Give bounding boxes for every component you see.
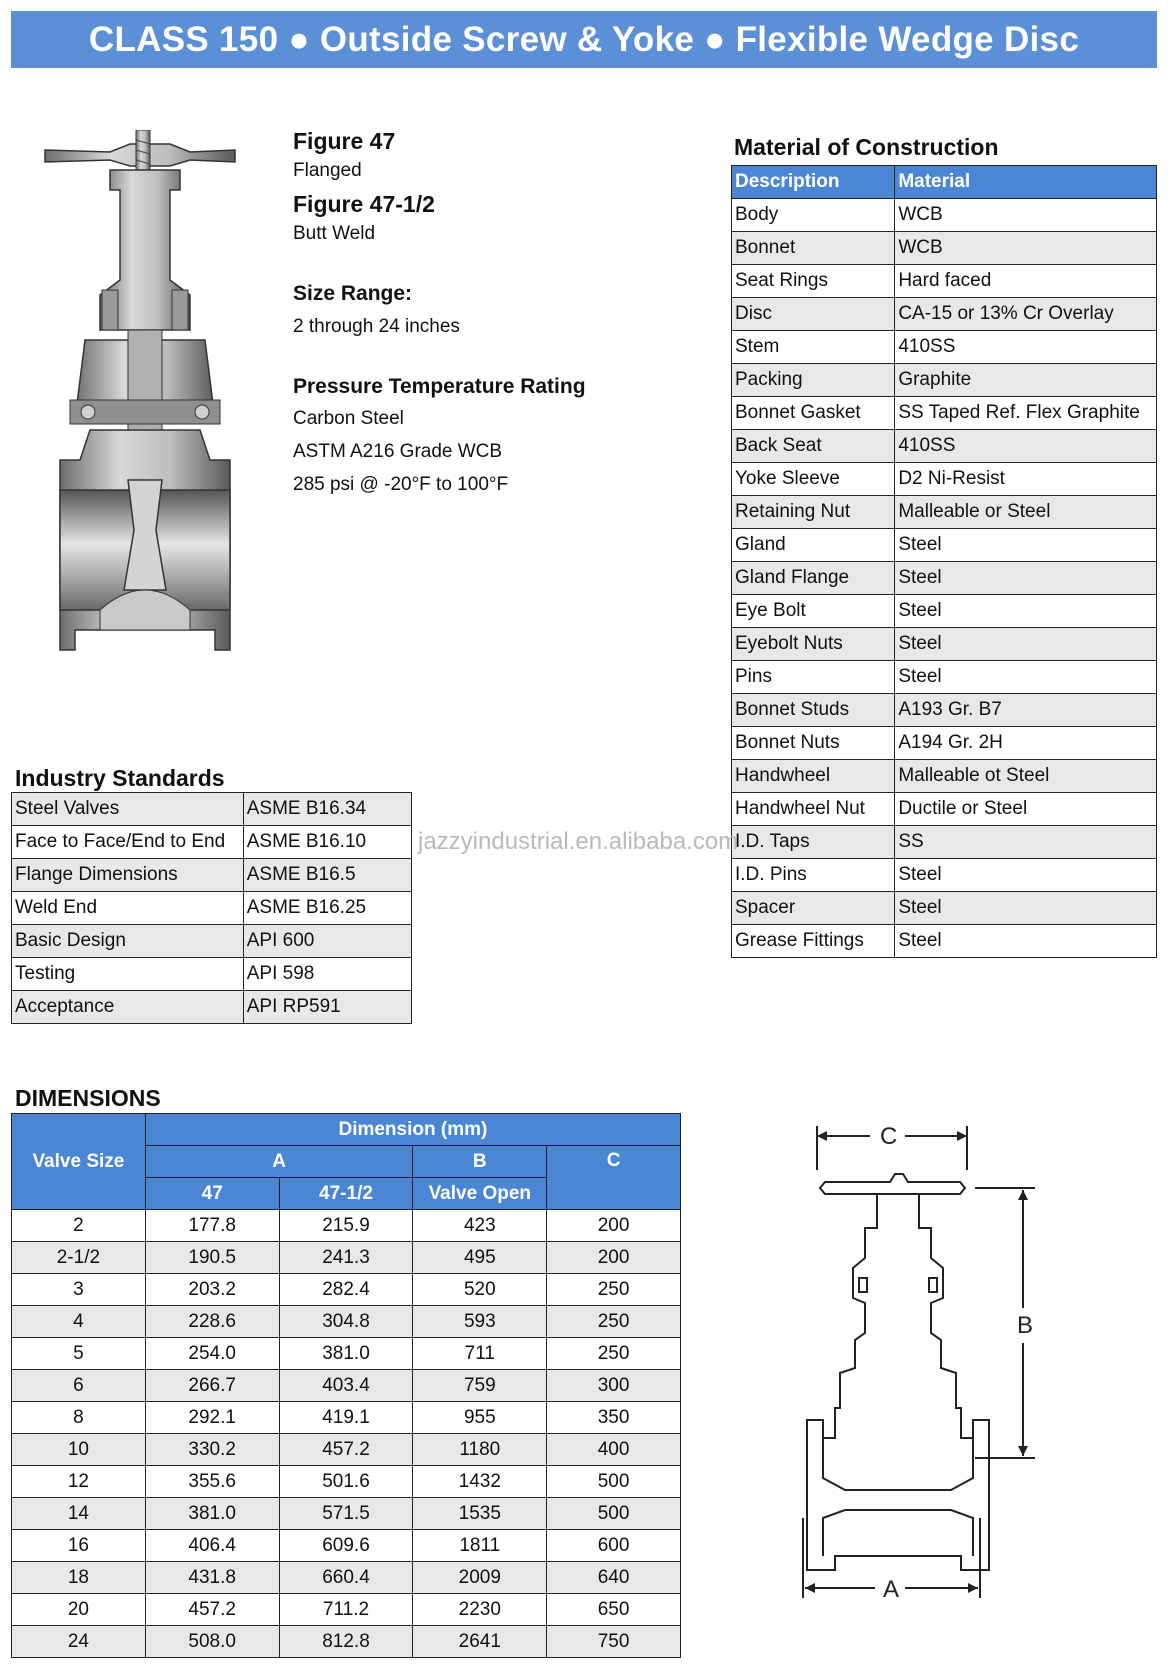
standards-row [12,892,412,925]
standards-spec-cell: ASME B16.10 [243,826,411,859]
valve-size-cell: 14 [12,1498,146,1530]
materials-description-cell: Body [732,199,895,232]
dim-a-47-half-cell: 609.6 [279,1530,413,1562]
dim-b-cell: 2641 [413,1626,547,1658]
materials-description-cell: Pins [732,661,895,694]
materials-row [732,331,1157,364]
materials-row [732,760,1157,793]
materials-material-cell: 410SS [895,430,1157,463]
dim-a-47-half-cell: 381.0 [279,1338,413,1370]
dim-a-47-cell: 254.0 [145,1338,279,1370]
materials-description-cell: Bonnet Gasket [732,397,895,430]
materials-description-cell: Gland [732,529,895,562]
dim-a-47-cell: 406.4 [145,1530,279,1562]
dim-a-47-half-cell: 304.8 [279,1306,413,1338]
dim-a-47-half-cell: 419.1 [279,1402,413,1434]
materials-row [732,595,1157,628]
dimensions-row [12,1338,681,1370]
dim-a-47-half-cell: 711.2 [279,1594,413,1626]
header-47-half: 47-1/2 [279,1178,413,1210]
dim-a-47-half-cell: 660.4 [279,1562,413,1594]
materials-material-cell: 410SS [895,331,1157,364]
dim-a-47-half-cell: 812.8 [279,1626,413,1658]
dim-a-47-cell: 228.6 [145,1306,279,1338]
dim-b-cell: 711 [413,1338,547,1370]
valve-size-cell: 16 [12,1530,146,1562]
size-range-title: Size Range: [293,282,413,305]
materials-material-cell: Steel [895,661,1157,694]
materials-description-cell: Grease Fittings [732,925,895,958]
dim-b-cell: 2009 [413,1562,547,1594]
materials-row [732,232,1157,265]
dimensions-row [12,1242,681,1274]
standards-row [12,991,412,1024]
materials-row [732,529,1157,562]
materials-description-cell: Seat Rings [732,265,895,298]
materials-material-cell: Steel [895,859,1157,892]
materials-description-cell: Eye Bolt [732,595,895,628]
materials-description-cell: Bonnet [732,232,895,265]
pressure-rating-line: 285 psi @ -20°F to 100°F [293,474,509,495]
materials-material-cell: A193 Gr. B7 [895,694,1157,727]
materials-title: Material of Construction [734,134,999,160]
materials-header-description: Description [732,166,895,199]
size-range-text: 2 through 24 inches [293,316,460,337]
valve-size-cell: 10 [12,1434,146,1466]
standards-row [12,826,412,859]
materials-material-cell: D2 Ni-Resist [895,463,1157,496]
materials-description-cell: Handwheel Nut [732,793,895,826]
materials-row [732,397,1157,430]
dim-c-cell: 400 [547,1434,681,1466]
dim-b-cell: 1180 [413,1434,547,1466]
pressure-rating-line: ASTM A216 Grade WCB [293,441,503,462]
watermark-text: jazzyindustrial.en.alibaba.com [418,828,739,855]
header-dimension-mm: Dimension (mm) [145,1114,680,1146]
figure-47-subtitle: Flanged [293,160,362,181]
dim-a-47-half-cell: 241.3 [279,1242,413,1274]
dim-a-47-cell: 431.8 [145,1562,279,1594]
dim-a-47-cell: 457.2 [145,1594,279,1626]
dim-a-47-half-cell: 571.5 [279,1498,413,1530]
dimensions-table [11,1113,681,1658]
materials-description-cell: Stem [732,331,895,364]
valve-size-cell: 8 [12,1402,146,1434]
dim-a-47-cell: 381.0 [145,1498,279,1530]
standards-item-cell: Steel Valves [12,793,244,826]
materials-row [732,265,1157,298]
materials-description-cell: Back Seat [732,430,895,463]
standards-row [12,958,412,991]
dim-a-47-cell: 292.1 [145,1402,279,1434]
standards-item-cell: Acceptance [12,991,244,1024]
dimensions-row [12,1594,681,1626]
dim-a-47-cell: 266.7 [145,1370,279,1402]
standards-spec-cell: API RP591 [243,991,411,1024]
dim-a-47-cell: 355.6 [145,1466,279,1498]
dim-b-cell: 520 [413,1274,547,1306]
valve-dimension-diagram [795,1118,1055,1618]
materials-description-cell: Yoke Sleeve [732,463,895,496]
diagram-label-b: B [1017,1312,1034,1339]
materials-row [732,694,1157,727]
valve-size-cell: 2 [12,1210,146,1242]
materials-table [731,165,1157,958]
dim-c-cell: 640 [547,1562,681,1594]
dim-c-cell: 350 [547,1402,681,1434]
valve-size-cell: 6 [12,1370,146,1402]
dim-a-47-half-cell: 457.2 [279,1434,413,1466]
diagram-label-a: A [883,1576,900,1603]
figure-47-half-subtitle: Butt Weld [293,223,376,244]
materials-material-cell: Graphite [895,364,1157,397]
header-valve-open: Valve Open [413,1178,547,1210]
materials-material-cell: SS [895,826,1157,859]
materials-material-cell: WCB [895,232,1157,265]
dim-c-cell: 200 [547,1210,681,1242]
materials-description-cell: Retaining Nut [732,496,895,529]
dimensions-title: DIMENSIONS [15,1085,161,1111]
dim-c-cell: 750 [547,1626,681,1658]
materials-description-cell: Packing [732,364,895,397]
materials-description-cell: I.D. Pins [732,859,895,892]
dimensions-row [12,1370,681,1402]
standards-item-cell: Weld End [12,892,244,925]
standards-row [12,859,412,892]
dim-a-47-cell: 330.2 [145,1434,279,1466]
dim-a-47-half-cell: 403.4 [279,1370,413,1402]
materials-header-row [732,166,1157,199]
dim-a-47-cell: 508.0 [145,1626,279,1658]
materials-description-cell: I.D. Taps [732,826,895,859]
standards-title: Industry Standards [15,765,225,791]
materials-row [732,562,1157,595]
materials-row [732,859,1157,892]
materials-row [732,298,1157,331]
dim-c-cell: 500 [547,1466,681,1498]
materials-description-cell: Eyebolt Nuts [732,628,895,661]
dimensions-row [12,1466,681,1498]
materials-description-cell: Bonnet Nuts [732,727,895,760]
dim-c-cell: 600 [547,1530,681,1562]
materials-material-cell: Steel [895,529,1157,562]
materials-material-cell: Steel [895,628,1157,661]
dim-a-47-cell: 190.5 [145,1242,279,1274]
dimensions-row [12,1306,681,1338]
valve-size-cell: 3 [12,1274,146,1306]
materials-material-cell: Steel [895,562,1157,595]
dim-b-cell: 955 [413,1402,547,1434]
materials-material-cell: WCB [895,199,1157,232]
page-title-banner: CLASS 150 ● Outside Screw & Yoke ● Flexible Wedge Disc [11,11,1157,68]
materials-row [732,925,1157,958]
standards-spec-cell: API 600 [243,925,411,958]
dim-a-47-half-cell: 282.4 [279,1274,413,1306]
materials-row [732,199,1157,232]
standards-spec-cell: API 598 [243,958,411,991]
pressure-rating-line: Carbon Steel [293,408,404,429]
standards-spec-cell: ASME B16.5 [243,859,411,892]
dim-c-cell: 250 [547,1306,681,1338]
header-c: C [547,1146,681,1210]
materials-row [732,826,1157,859]
diagram-label-c: C [880,1123,898,1150]
materials-material-cell: Malleable or Steel [895,496,1157,529]
dim-b-cell: 2230 [413,1594,547,1626]
header-a: A [145,1146,413,1178]
materials-description-cell: Gland Flange [732,562,895,595]
dimensions-row [12,1434,681,1466]
materials-row [732,430,1157,463]
valve-cutaway-image [40,130,260,710]
dim-b-cell: 423 [413,1210,547,1242]
materials-material-cell: Hard faced [895,265,1157,298]
dim-a-47-half-cell: 215.9 [279,1210,413,1242]
dim-c-cell: 200 [547,1242,681,1274]
valve-size-cell: 2-1/2 [12,1242,146,1274]
valve-size-cell: 24 [12,1626,146,1658]
header-b: B [413,1146,547,1178]
dimensions-row [12,1498,681,1530]
dim-a-47-half-cell: 501.6 [279,1466,413,1498]
materials-material-cell: Steel [895,892,1157,925]
materials-row [732,364,1157,397]
dim-b-cell: 1811 [413,1530,547,1562]
materials-material-cell: Steel [895,595,1157,628]
materials-description-cell: Disc [732,298,895,331]
valve-size-cell: 12 [12,1466,146,1498]
dim-b-cell: 1432 [413,1466,547,1498]
standards-row [12,925,412,958]
dimensions-row [12,1210,681,1242]
dim-c-cell: 300 [547,1370,681,1402]
figure-47-title: Figure 47 [293,128,396,154]
materials-description-cell: Spacer [732,892,895,925]
materials-material-cell: Ductile or Steel [895,793,1157,826]
materials-description-cell: Handwheel [732,760,895,793]
standards-spec-cell: ASME B16.34 [243,793,411,826]
dim-b-cell: 593 [413,1306,547,1338]
standards-item-cell: Basic Design [12,925,244,958]
dimensions-row [12,1626,681,1658]
dim-c-cell: 250 [547,1338,681,1370]
standards-item-cell: Testing [12,958,244,991]
dim-a-47-cell: 177.8 [145,1210,279,1242]
dim-c-cell: 250 [547,1274,681,1306]
valve-size-cell: 4 [12,1306,146,1338]
dimensions-row [12,1562,681,1594]
materials-description-cell: Bonnet Studs [732,694,895,727]
valve-size-cell: 5 [12,1338,146,1370]
figure-47-half-title: Figure 47-1/2 [293,191,435,217]
dimensions-row [12,1530,681,1562]
dimensions-row [12,1274,681,1306]
materials-header-material: Material [895,166,1157,199]
materials-row [732,661,1157,694]
dim-b-cell: 495 [413,1242,547,1274]
valve-size-cell: 18 [12,1562,146,1594]
dimensions-row [12,1402,681,1434]
pressure-rating-title: Pressure Temperature Rating [293,375,586,398]
standards-table [11,792,412,1024]
materials-row [732,463,1157,496]
standards-spec-cell: ASME B16.25 [243,892,411,925]
materials-material-cell: SS Taped Ref. Flex Graphite [895,397,1157,430]
standards-item-cell: Face to Face/End to End [12,826,244,859]
header-47: 47 [145,1178,279,1210]
materials-row [732,892,1157,925]
dim-b-cell: 1535 [413,1498,547,1530]
materials-material-cell: CA-15 or 13% Cr Overlay [895,298,1157,331]
materials-row [732,496,1157,529]
materials-row [732,793,1157,826]
dim-c-cell: 500 [547,1498,681,1530]
standards-item-cell: Flange Dimensions [12,859,244,892]
dim-c-cell: 650 [547,1594,681,1626]
header-valve-size: Valve Size [12,1114,146,1210]
standards-row [12,793,412,826]
materials-material-cell: A194 Gr. 2H [895,727,1157,760]
dim-b-cell: 759 [413,1370,547,1402]
valve-size-cell: 20 [12,1594,146,1626]
materials-row [732,727,1157,760]
materials-material-cell: Malleable ot Steel [895,760,1157,793]
dim-a-47-cell: 203.2 [145,1274,279,1306]
materials-row [732,628,1157,661]
materials-material-cell: Steel [895,925,1157,958]
